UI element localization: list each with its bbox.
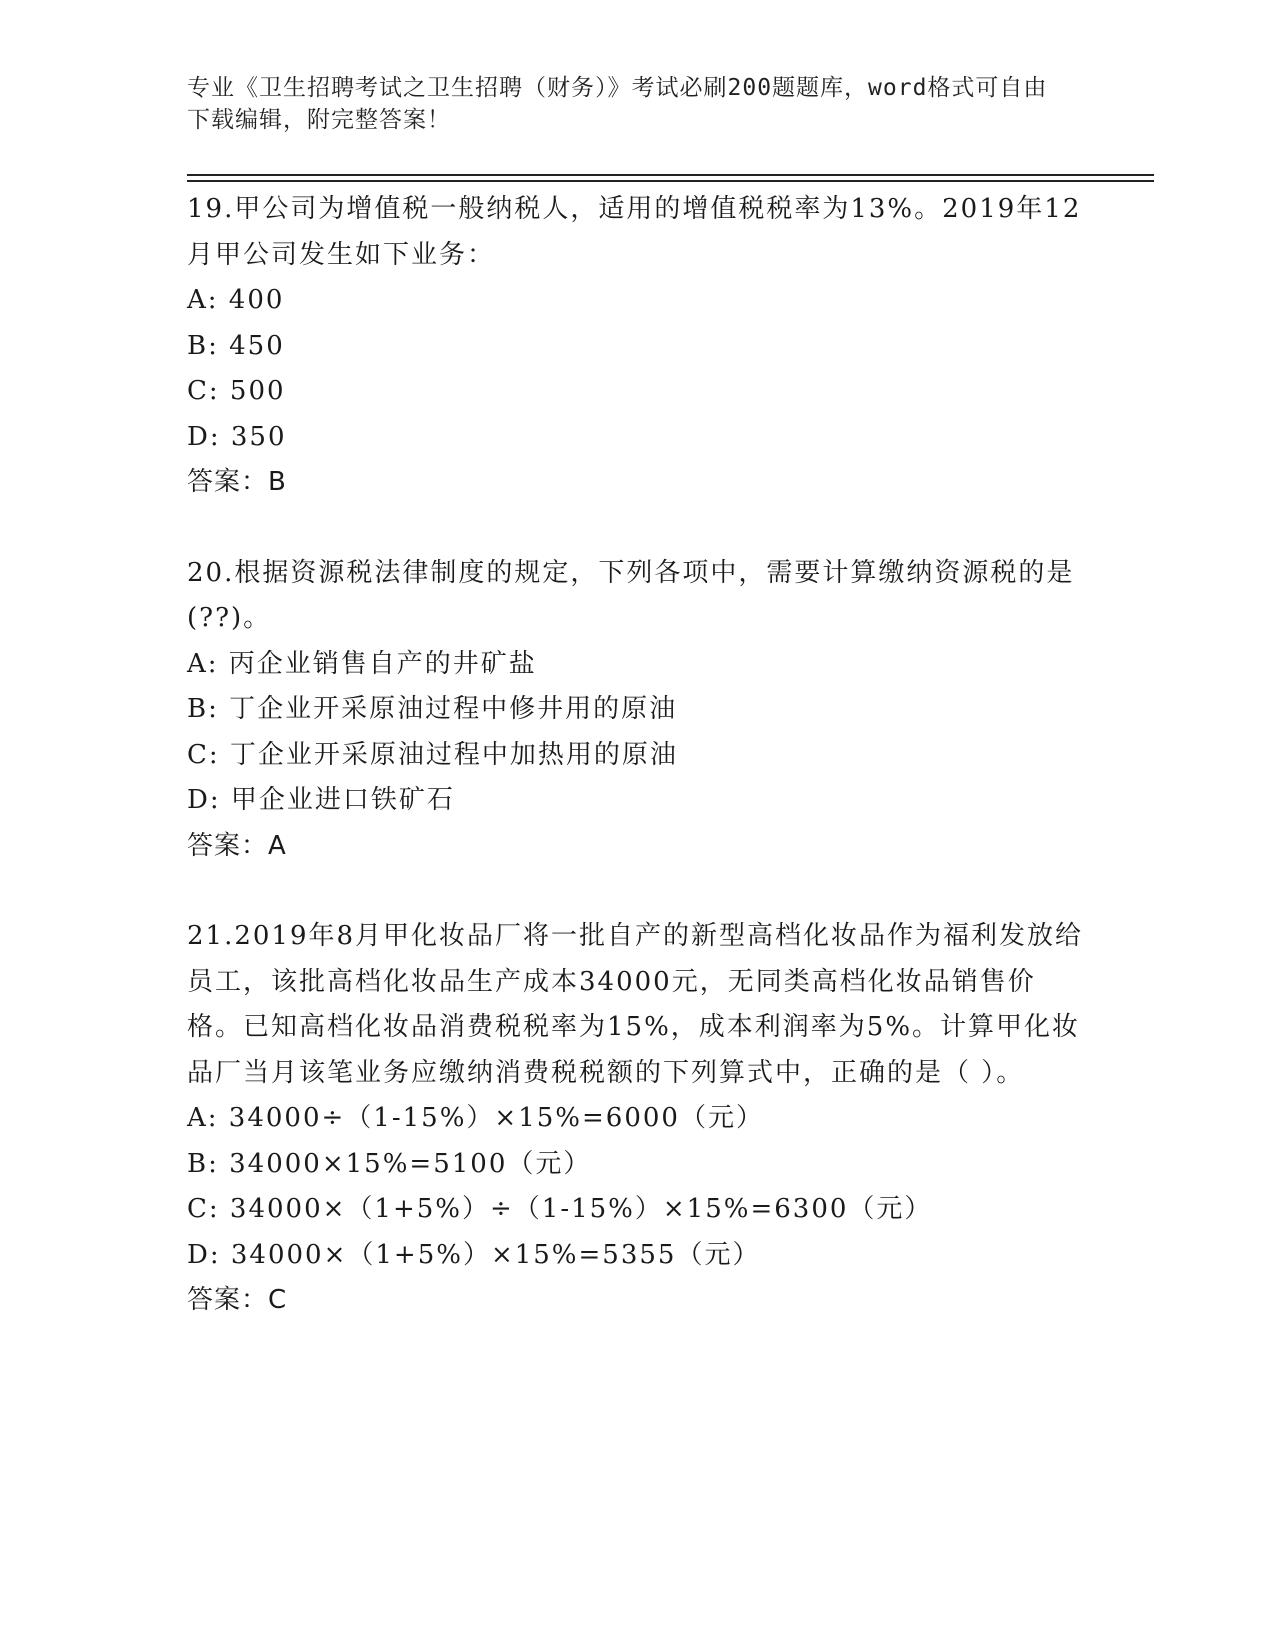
question-20 bbox=[187, 551, 1087, 870]
option-d: D: 甲企业进口铁矿石 bbox=[187, 785, 455, 815]
option-b: B: 丁企业开采原油过程中修井用的原油 bbox=[187, 694, 678, 724]
document-header: 专业《卫生招聘考试之卫生招聘（财务）》考试必刷200题题库，word格式可自由下载编辑，附完整答案！ bbox=[187, 75, 1048, 133]
answer-line: 答案：C bbox=[187, 1285, 288, 1315]
option-a: A: 400 bbox=[187, 285, 285, 315]
answer-line: 答案：A bbox=[187, 830, 287, 861]
question-19 bbox=[187, 187, 1087, 506]
option-a: A: 丙企业销售自产的井矿盐 bbox=[187, 648, 537, 679]
answer-line: 答案：B bbox=[187, 467, 287, 497]
question-text: 19.甲公司为增值税一般纳税人，适用的增值税税率为13%。2019年12月甲公司发生如下业务： bbox=[187, 194, 1082, 270]
option-a: A: 34000÷（1-15%）×15%=6000（元） bbox=[187, 1103, 764, 1133]
option-d: D: 350 bbox=[187, 421, 287, 452]
option-b: B: 450 bbox=[187, 330, 285, 361]
option-c: C: 丁企业开采原油过程中加热用的原油 bbox=[187, 739, 678, 770]
question-text: 20.根据资源税法律制度的规定，下列各项中，需要计算缴纳资源税的是(??)。 bbox=[187, 557, 1075, 633]
question-21 bbox=[187, 914, 1087, 1324]
option-c: C: 34000×（1+5%）÷（1-15%）×15%=6300（元） bbox=[187, 1194, 933, 1224]
question-spacer bbox=[187, 506, 1087, 551]
header-divider-top bbox=[187, 174, 1154, 176]
question-list bbox=[187, 187, 1087, 1324]
header-divider-bottom bbox=[187, 180, 1154, 182]
question-spacer bbox=[187, 869, 1087, 914]
option-d: D: 34000×（1+5%）×15%=5355（元） bbox=[187, 1239, 761, 1270]
option-b: B: 34000×15%=5100（元） bbox=[187, 1148, 592, 1179]
question-text: 21.2019年8月甲化妆品厂将一批自产的新型高档化妆品作为福利发放给员工，该批高档化妆品生产成本34000元，无同类高档化妆品销售价格。已知高档化妆品消费税税率为15%，成本利润率为5%。计算甲化妆品厂当月该笔业务应缴纳消费税税额的下列算式中，正确的是（ ）。 bbox=[187, 921, 1084, 1088]
option-c: C: 500 bbox=[187, 376, 286, 406]
